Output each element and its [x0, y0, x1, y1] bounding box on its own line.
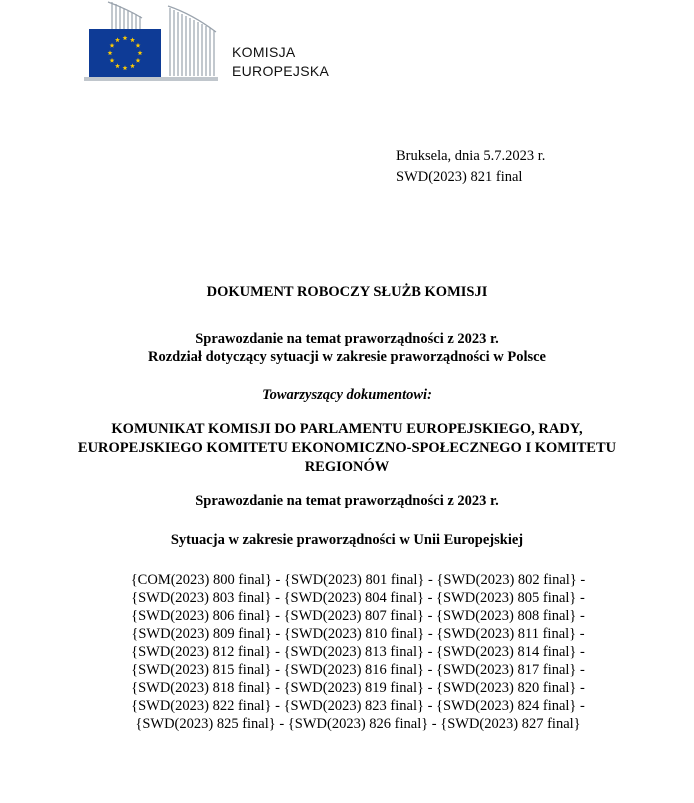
reference-line: {COM(2023) 800 final} - {SWD(2023) 801 final} - {SWD(2023) 802 final} - [130, 572, 586, 588]
situation-title: Sytuacja w zakresie praworządności w Unii Europejskiej [170, 532, 524, 548]
communication-title-line3: REGIONÓW [304, 459, 390, 475]
organization-name-line2: EUROPEJSKA [232, 63, 330, 79]
document-reference: SWD(2023) 821 final [396, 169, 523, 185]
reference-line: {SWD(2023) 825 final} - {SWD(2023) 826 final} - {SWD(2023) 827 final} [135, 716, 581, 732]
report-title: Sprawozdanie na temat praworządności z 2023 r. [195, 493, 499, 509]
communication-title-line1: KOMUNIKAT KOMISJI DO PARLAMENTU EUROPEJSKIEGO, RADY, [111, 421, 583, 437]
reference-line: {SWD(2023) 806 final} - {SWD(2023) 807 final} - {SWD(2023) 808 final} - [131, 608, 585, 624]
european-commission-logo-icon [0, 0, 240, 90]
organization-name-line1: KOMISJA [232, 44, 296, 60]
reference-line: {SWD(2023) 812 final} - {SWD(2023) 813 final} - {SWD(2023) 814 final} - [131, 644, 585, 660]
reference-line: {SWD(2023) 815 final} - {SWD(2023) 816 final} - {SWD(2023) 817 final} - [131, 662, 585, 678]
report-title-line1: Sprawozdanie na temat praworządności z 2023 r. [195, 331, 499, 347]
reference-line: {SWD(2023) 822 final} - {SWD(2023) 823 final} - {SWD(2023) 824 final} - [131, 698, 585, 714]
place-and-date: Bruksela, dnia 5.7.2023 r. [396, 148, 546, 164]
reference-line: {SWD(2023) 818 final} - {SWD(2023) 819 final} - {SWD(2023) 820 final} - [131, 680, 585, 696]
communication-title-line2: EUROPEJSKIEGO KOMITETU EKONOMICZNO-SPOŁECZNEGO I KOMITETU [77, 440, 617, 456]
reference-line: {SWD(2023) 809 final} - {SWD(2023) 810 final} - {SWD(2023) 811 final} - [131, 626, 585, 642]
document-type-heading: DOKUMENT ROBOCZY SŁUŻB KOMISJI [206, 284, 488, 300]
reference-line: {SWD(2023) 803 final} - {SWD(2023) 804 final} - {SWD(2023) 805 final} - [131, 590, 585, 606]
accompanying-label: Towarzyszący dokumentowi: [262, 387, 432, 403]
report-title-line2: Rozdział dotyczący sytuacji w zakresie praworządności w Polsce [147, 349, 546, 365]
